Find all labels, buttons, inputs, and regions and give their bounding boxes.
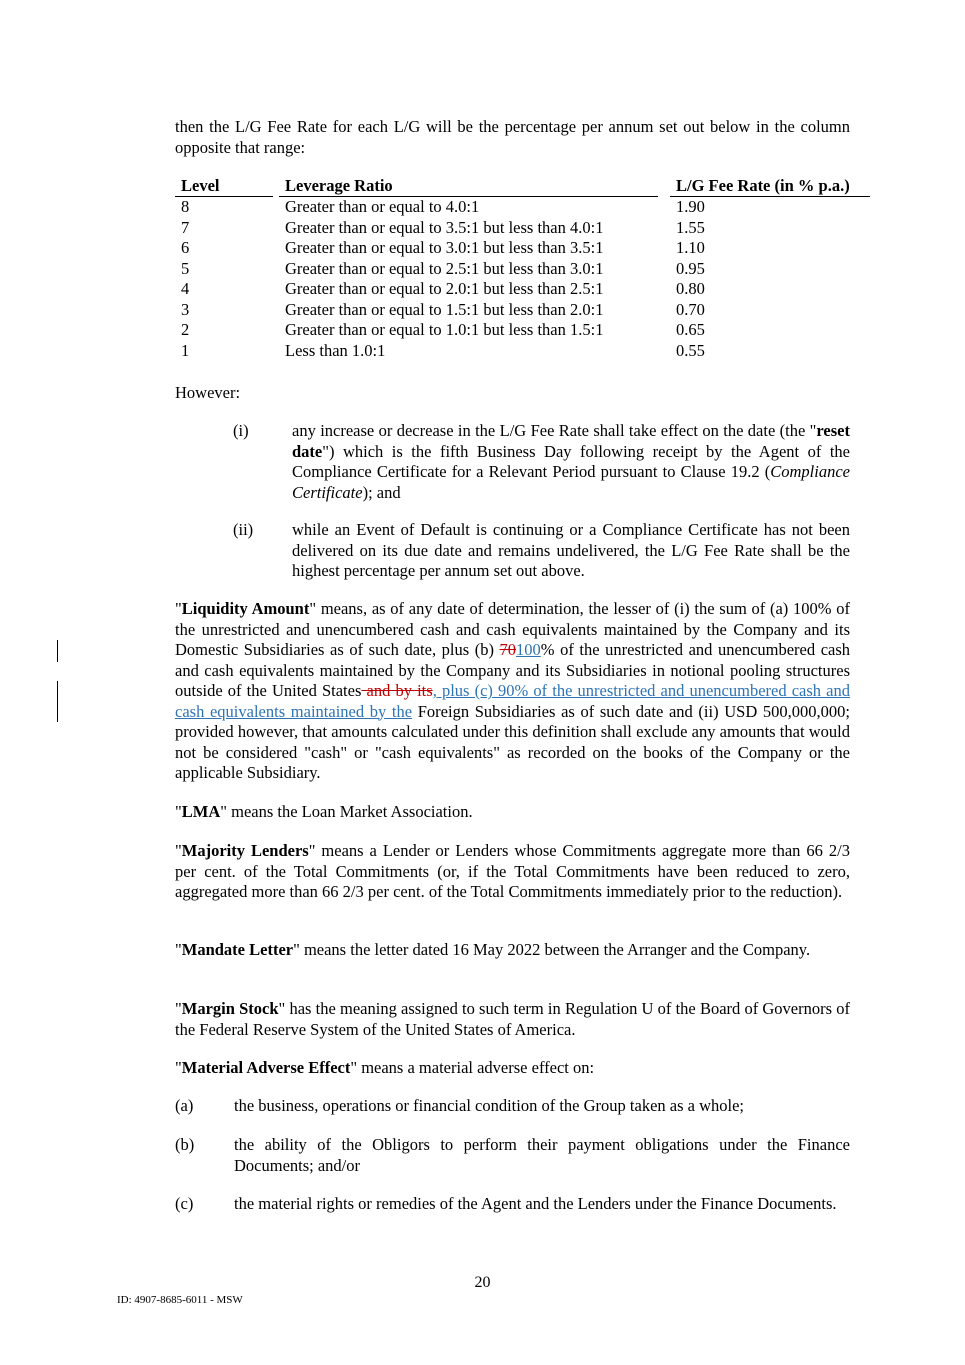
header-level: Level (175, 176, 273, 197)
definition-material-adverse-effect: "Material Adverse Effect" means a material adverse effect on: (175, 1058, 595, 1077)
deleted-text: 70 (499, 640, 517, 659)
cell-ratio: Greater than or equal to 3.5:1 but less than 4.0:1 (285, 217, 604, 237)
item-number: (ii) (233, 520, 254, 539)
item-number: (i) (233, 421, 249, 440)
cell-level: 6 (181, 238, 190, 257)
cell-rate: 0.80 (676, 279, 705, 298)
cell-rate: 0.70 (676, 299, 705, 319)
item-number: (a) (175, 1096, 194, 1115)
cell-ratio: Greater than or equal to 4.0:1 (285, 197, 480, 216)
item-text: the business, operations or financial condition of the Group taken as a whole; (234, 1096, 744, 1115)
table-row (175, 279, 870, 300)
cell-level: 1 (181, 340, 190, 360)
table-row (175, 300, 870, 321)
item-text: while an Event of Default is continuing or a Compliance Certificate has not been delivered on its due date and remains undelivered, the L/G Fee Rate shall be the highest percentage per annum set out above. (292, 520, 850, 580)
cell-rate: 1.10 (676, 238, 705, 257)
cell-level: 4 (181, 279, 190, 298)
inserted-text: , plus (c) 90% of the unrestricted and unencumbered cash and cash equivalents maintained by the (175, 681, 850, 721)
cell-rate: 0.65 (676, 320, 705, 339)
cell-ratio: Greater than or equal to 2.0:1 but less than 2.5:1 (285, 279, 604, 298)
table-row (175, 259, 870, 280)
cell-rate: 1.55 (676, 217, 705, 237)
table-header-row (175, 176, 870, 197)
defined-term: Margin Stock (181, 999, 279, 1018)
header-leverage-ratio: Leverage Ratio (279, 176, 658, 197)
definition-lma: "LMA" means the Loan Market Association. (175, 802, 473, 821)
item-text: any increase or decrease in the L/G Fee Rate shall take effect on the date (the "reset date") which is the fifth Business Day following receipt by the Agent of the Compliance Certificate for a Relevant Period pursuant to Clause 19.2 (Compliance Certificate); and (292, 421, 850, 502)
cell-ratio: Greater than or equal to 1.0:1 but less than 1.5:1 (285, 320, 604, 339)
defined-term: Material Adverse Effect (181, 1058, 351, 1077)
deleted-text: and by its (361, 681, 433, 700)
fee-rate-table (175, 176, 870, 361)
cell-level: 8 (181, 197, 190, 216)
defined-term: Majority Lenders (181, 841, 309, 860)
cell-level: 7 (181, 217, 190, 237)
table-row (175, 320, 870, 341)
definition-liquidity-amount: "Liquidity Amount" means, as of any date of determination, the lesser of (i) the sum of (a) 100% of the unrestricted and unencumbered cash and cash equivalents maintained by the Company and its Domestic Subsidiaries as of such date, plus (b) 70100% of the unrestricted and unencumbered cash and cash equivalents maintained by the Company and its Subsidiaries in notional pooling structures outside of the United States and by its, plus (c) 90% of the unrestricted and unencumbered cash and cash equivalents maintained by the Foreign Subsidiaries as of such date and (ii) USD 500,000,000; provided however, that amounts calculated under this definition shall exclude any amounts that would not be considered "cash" or "cash equivalents" as recorded on the books of the Company or the applicable Subsidiary. (175, 599, 851, 782)
cell-rate: 0.95 (676, 258, 705, 278)
definition-mandate-letter: "Mandate Letter" means the letter dated 16 May 2022 between the Arranger and the Company. (175, 940, 811, 959)
item-text: the material rights or remedies of the Agent and the Lenders under the Finance Documents. (234, 1194, 837, 1213)
table-row (175, 341, 870, 362)
intro-paragraph: then the L/G Fee Rate for each L/G will be the percentage per annum set out below in the column opposite that range: (175, 117, 850, 157)
item-number: (c) (175, 1194, 194, 1213)
cell-level: 3 (181, 299, 190, 319)
page-number: 20 (474, 1274, 491, 1291)
table-row (175, 218, 870, 239)
defined-term: Liquidity Amount (181, 599, 310, 618)
cell-ratio: Less than 1.0:1 (285, 340, 386, 360)
item-number: (b) (175, 1135, 195, 1154)
table-row (175, 238, 870, 259)
cell-level: 2 (181, 320, 190, 339)
table-row (175, 197, 870, 218)
change-bar (57, 640, 58, 662)
document-id: ID: 4907-8685-6011 - MSW (117, 1294, 243, 1306)
defined-term: reset date (292, 421, 850, 461)
cell-ratio: Greater than or equal to 1.5:1 but less than 2.0:1 (285, 299, 604, 319)
however-label: However: (175, 383, 241, 402)
definition-margin-stock: "Margin Stock" has the meaning assigned to such term in Regulation U of the Board of Governors of the Federal Reserve System of the United States of America. (175, 999, 850, 1039)
clause-reference: Compliance Certificate (292, 462, 850, 502)
cell-level: 5 (181, 258, 190, 278)
defined-term: Mandate Letter (181, 940, 294, 959)
cell-ratio: Greater than or equal to 2.5:1 but less than 3.0:1 (285, 258, 604, 278)
item-text: the ability of the Obligors to perform their payment obligations under the Finance Documents; and/or (234, 1135, 850, 1175)
defined-term: LMA (181, 802, 221, 821)
inserted-text: 100 (516, 640, 541, 659)
change-bar (57, 681, 58, 722)
cell-rate: 1.90 (676, 197, 705, 216)
header-fee-rate: L/G Fee Rate (in % p.a.) (670, 176, 870, 197)
cell-rate: 0.55 (676, 340, 705, 360)
definition-majority-lenders: "Majority Lenders" means a Lender or Lenders whose Commitments aggregate more than 66 2/3 per cent. of the Total Commitments (or, if the Total Commitments have been reduced to zero, aggregated more than 66 2/3 per cent. of the Total Commitments immediately prior to the reduction). (175, 841, 850, 901)
cell-ratio: Greater than or equal to 3.0:1 but less than 3.5:1 (285, 238, 604, 257)
